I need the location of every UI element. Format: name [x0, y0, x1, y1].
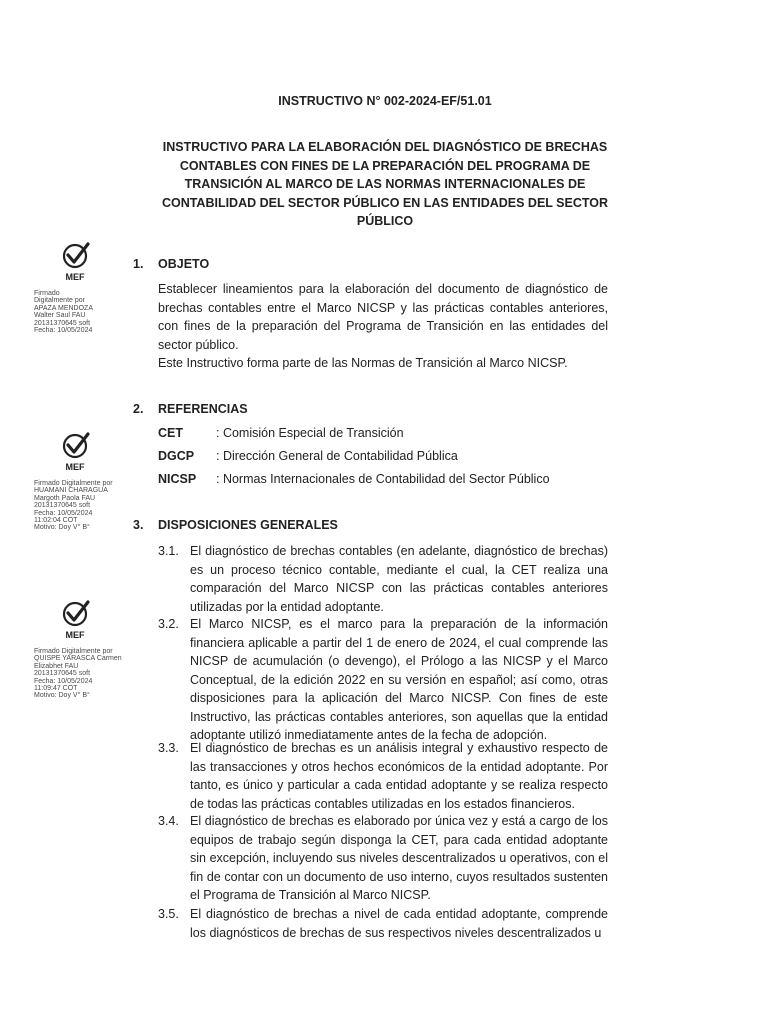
mef-seal-icon [58, 600, 98, 640]
disposition-item-3-3 [158, 739, 608, 813]
signature-stamp-2 [34, 432, 134, 532]
reference-abbreviation: NICSP [158, 472, 197, 486]
section-title: REFERENCIAS [158, 402, 248, 416]
reference-abbreviation: CET [158, 426, 183, 440]
document-subtitle: INSTRUCTIVO PARA LA ELABORACIÓN DEL DIAGNÓSTICO DE BRECHAS CONTABLES CON FINES DE LA PREPARACIÓN DEL PROGRAMA DE TRANSICIÓN AL MARCO DE LAS NORMAS INTERNACIONALES DE CONTABILIDAD DEL SECTOR PÚBLICO EN LAS ENTIDADES DEL SECTOR PÚBLICO [161, 140, 609, 228]
item-text: El Marco NICSP, es el marco para la preparación de la información financiera aplicable a partir del 1 de enero de 2024, el cual comprende las NICSP de acumulación (o devengo), el Prólogo a las NICSP y el Marco Conceptual, de la edición 2022 en su versión en español; así como, otras disposiciones para la aplicación del Marco NICSP. Con fines de este Instructivo, las prácticas contables anteriores, son aquellas que la entidad adoptante utilizó inmediatamente antes de la fecha de adopción. [190, 617, 608, 742]
signature-line: 20131370645 soft [34, 670, 91, 678]
reference-description: : Normas Internacionales de Contabilidad del Sector Público [216, 472, 550, 486]
mef-seal-icon [58, 432, 98, 472]
signature-line: APAZA MENDOZA [34, 304, 93, 312]
svg-text:MEF: MEF [65, 630, 85, 640]
signature-line: Digitalmente por [34, 297, 85, 305]
objeto-paragraph-1: Establecer lineamientos para la elaboración del documento de diagnóstico de brechas contables entre el Marco NICSP y las prácticas contables anteriores, con fines de la preparación del Programa de Transición en las entidades del sector público. [158, 282, 608, 352]
signature-line: 20131370645 soft [34, 319, 91, 327]
reference-abbreviation: DGCP [158, 449, 195, 463]
item-text: El diagnóstico de brechas a nivel de cada entidad adoptante, comprende los diagnósticos de brechas de sus respectivos niveles descentralizados u [190, 907, 608, 940]
signature-line: Fecha: 10/05/2024 [34, 327, 93, 335]
item-number: 3.1. [158, 544, 179, 558]
signature-stamp-1 [34, 242, 134, 334]
disposition-item-3-5 [158, 905, 608, 942]
item-number: 3.3. [158, 741, 179, 755]
item-number: 3.4. [158, 814, 179, 828]
signature-line: Firmado [34, 290, 60, 297]
section-number: 1. [133, 257, 144, 271]
svg-text:MEF: MEF [65, 462, 85, 472]
item-text: El diagnóstico de brechas es elaborado por única vez y está a cargo de los equipos de trabajo según disponga la CET, para cada entidad adoptante sin excepción, incluyendo sus niveles descentralizados u operativos, con el fin de contar con un documento de uso interno, cuyos resultados sustenten el Programa de Transición al Marco NICSP. [190, 814, 608, 902]
signature-line: Firmado Digitalmente por [34, 480, 113, 487]
disposition-item-3-2 [158, 615, 608, 745]
signature-line: Margoth Paola FAU [34, 494, 96, 502]
reference-row [158, 472, 550, 486]
document-title: INSTRUCTIVO N° 002-2024-EF/51.01 [278, 94, 492, 108]
objeto-paragraph-2: Este Instructivo forma parte de las Normas de Transición al Marco NICSP. [158, 356, 568, 370]
item-text: El diagnóstico de brechas contables (en adelante, diagnóstico de brechas) es un proceso técnico contable, mediante el cual, la CET realiza una comparación del Marco NICSP con las prácticas contables anteriores utilizadas por la entidad adoptante. [190, 544, 608, 614]
signature-line: Fecha: 10/05/2024 [34, 509, 93, 517]
item-number: 3.2. [158, 617, 179, 631]
section-heading-objeto [133, 257, 209, 271]
signature-line: Motivo: Doy V° B° [34, 524, 90, 532]
reference-description: : Dirección General de Contabilidad Pública [216, 449, 458, 463]
item-text: El diagnóstico de brechas es un análisis integral y exhaustivo respecto de las transacciones y otros hechos económicos de la entidad adoptante. Por tanto, es único y particular a cada entidad adoptante y se realiza respecto de todas las prácticas contables utilizadas en los estados financieros. [190, 741, 608, 811]
signature-line: HUAMANI CHARAGUA [34, 487, 108, 495]
signature-line: Motivo: Doy V° B° [34, 692, 90, 700]
section-title: DISPOSICIONES GENERALES [158, 518, 338, 532]
mef-seal-icon [58, 242, 98, 282]
signature-line: 11:09:47 COT [34, 685, 78, 693]
signature-line: 11:02:04 COT [34, 517, 78, 525]
disposition-item-3-4 [158, 812, 608, 905]
reference-row [158, 449, 458, 463]
section-number: 3. [133, 518, 144, 532]
section-number: 2. [133, 402, 144, 416]
section-title: OBJETO [158, 257, 210, 271]
section-heading-disposiciones [133, 518, 338, 532]
svg-text:MEF: MEF [65, 272, 85, 282]
reference-description: : Comisión Especial de Transición [216, 426, 404, 440]
signature-stamp-3 [34, 600, 134, 700]
signature-line: Fecha: 10/05/2024 [34, 677, 93, 685]
signature-line: Walter Saul FAU [34, 312, 86, 320]
signature-line: Firmado Digitalmente por [34, 648, 113, 655]
disposition-item-3-1 [158, 542, 608, 616]
section-heading-referencias [133, 402, 248, 416]
reference-row [158, 426, 404, 440]
item-number: 3.5. [158, 907, 179, 921]
signature-line: QUISPE YARASCA Carmen [34, 655, 122, 663]
signature-line: 20131370645 soft [34, 502, 91, 510]
signature-line: Elizabhet FAU [34, 662, 79, 670]
